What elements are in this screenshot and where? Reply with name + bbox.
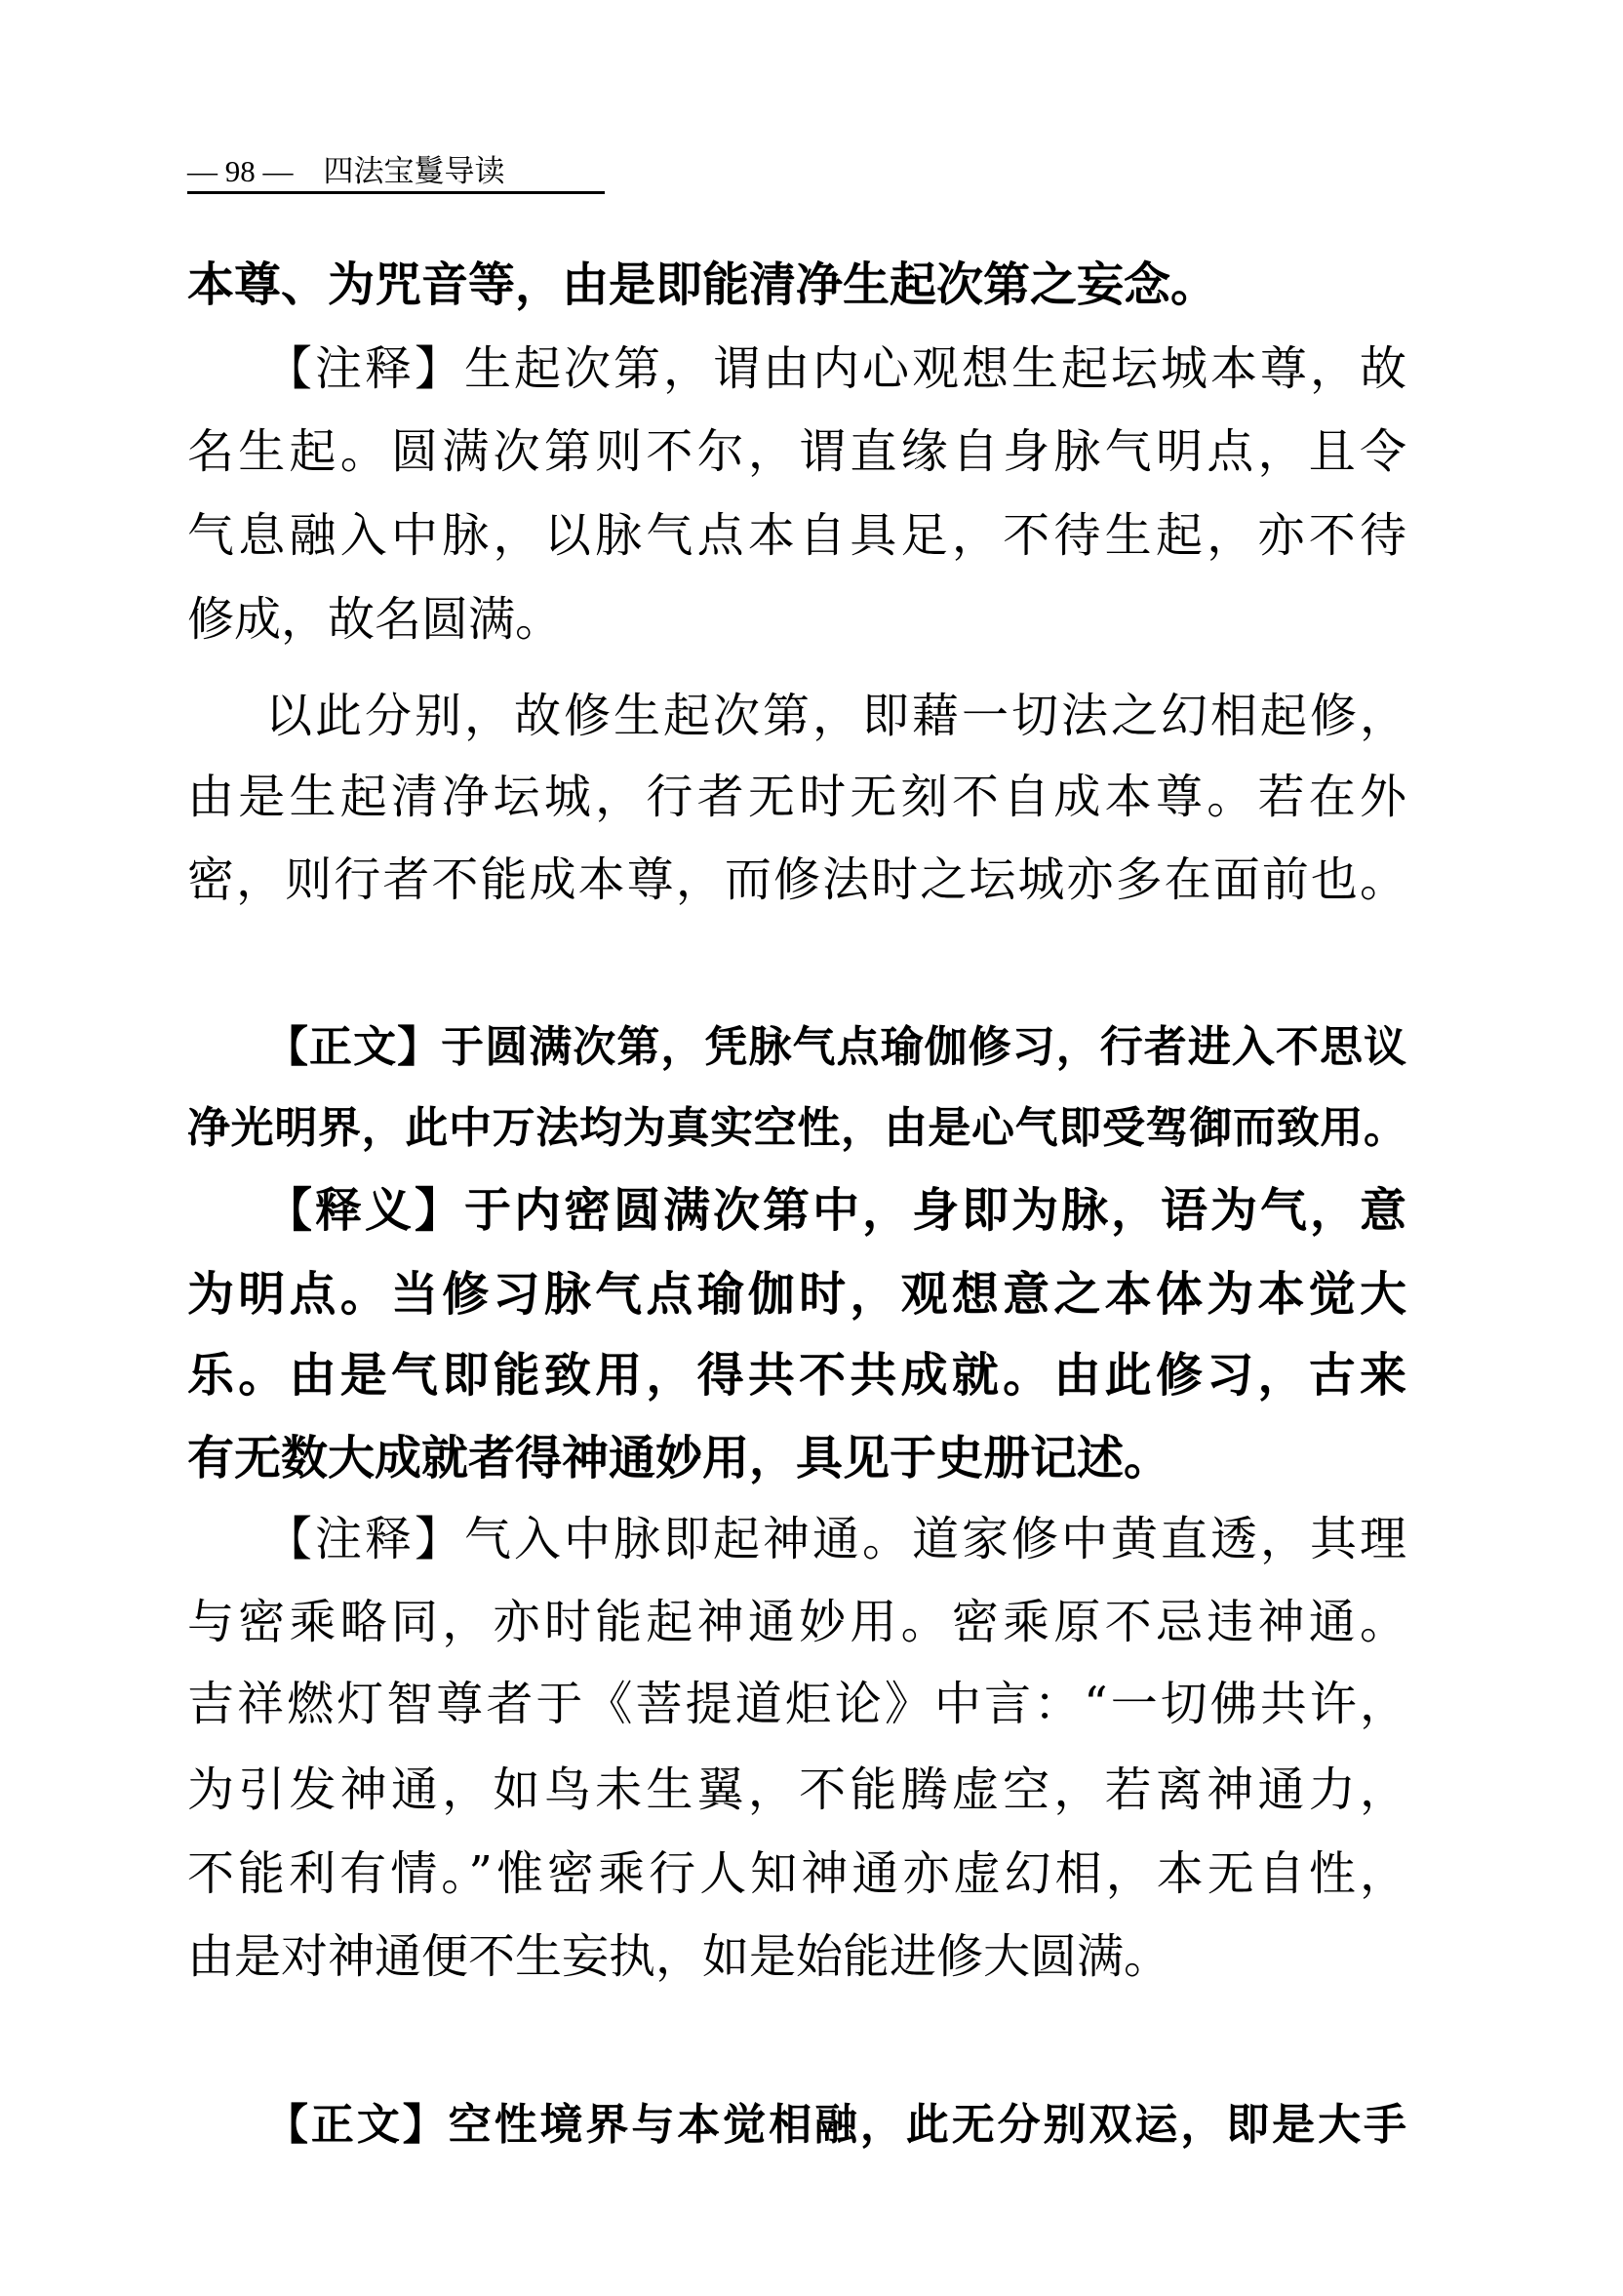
annotation-line: 以此分别，故修生起次第，即藉一切法之幻相起修， — [265, 689, 1406, 743]
annotation-line: 气息融入中脉，以脉气点本自具足，不待生起，亦不待 — [187, 508, 1406, 563]
book-title: 四法宝鬘导读 — [323, 154, 505, 188]
annotation-line: 不能利有情。”惟密乘行人知神通亦虚幻相，本无自性， — [187, 1846, 1406, 1901]
commentary-line: 【释义】于内密圆满次第中，身即为脉，语为气，意 — [265, 1183, 1406, 1238]
main-text-line: 净光明界，此中万法均为真实空性，由是心气即受驾御而致用。 — [187, 1103, 1406, 1153]
header-rule — [187, 191, 605, 194]
annotation-line: 由是生起清净坛城，行者无时无刻不自成本尊。若在外 — [187, 770, 1406, 824]
annotation-line: 吉祥燃灯智尊者于《菩提道炬论》中言：“一切佛共许， — [187, 1677, 1406, 1731]
annotation-line: 修成，故名圆满。 — [187, 592, 563, 647]
annotation-line: 【注释】气入中脉即起神通。道家修中黄直透，其理 — [265, 1512, 1406, 1566]
page-number: — 98 — — [187, 154, 294, 188]
annotation-line: 【注释】生起次第，谓由内心观想生起坛城本尊，故 — [265, 341, 1406, 396]
annotation-line: 为引发神通，如鸟未生翼，不能腾虚空，若离神通力， — [187, 1762, 1406, 1817]
annotation-line: 密，则行者不能成本尊，而修法时之坛城亦多在面前也。 — [187, 852, 1406, 907]
commentary-line: 为明点。当修习脉气点瑜伽时，观想意之本体为本觉大 — [187, 1267, 1406, 1322]
commentary-continuation-line: 本尊、为咒音等，由是即能清净生起次第之妄念。 — [187, 257, 1218, 312]
running-header — [187, 146, 505, 190]
commentary-line: 有无数大成就者得神通妙用，具见于史册记述。 — [187, 1431, 1171, 1485]
annotation-line: 与密乘略同，亦时能起神通妙用。密乘原不忌违神通。 — [187, 1595, 1406, 1649]
annotation-line: 名生起。圆满次第则不尔，谓直缘自身脉气明点，且令 — [187, 424, 1406, 479]
main-text-line: 【正文】于圆满次第，凭脉气点瑜伽修习，行者进入不思议 — [265, 1022, 1406, 1072]
main-text-line: 【正文】空性境界与本觉相融，此无分别双运，即是大手 — [265, 2100, 1406, 2150]
annotation-line: 由是对神通便不生妄执，如是始能进修大圆满。 — [187, 1929, 1171, 1984]
commentary-line: 乐。由是气即能致用，得共不共成就。由此修习，古来 — [187, 1348, 1406, 1403]
